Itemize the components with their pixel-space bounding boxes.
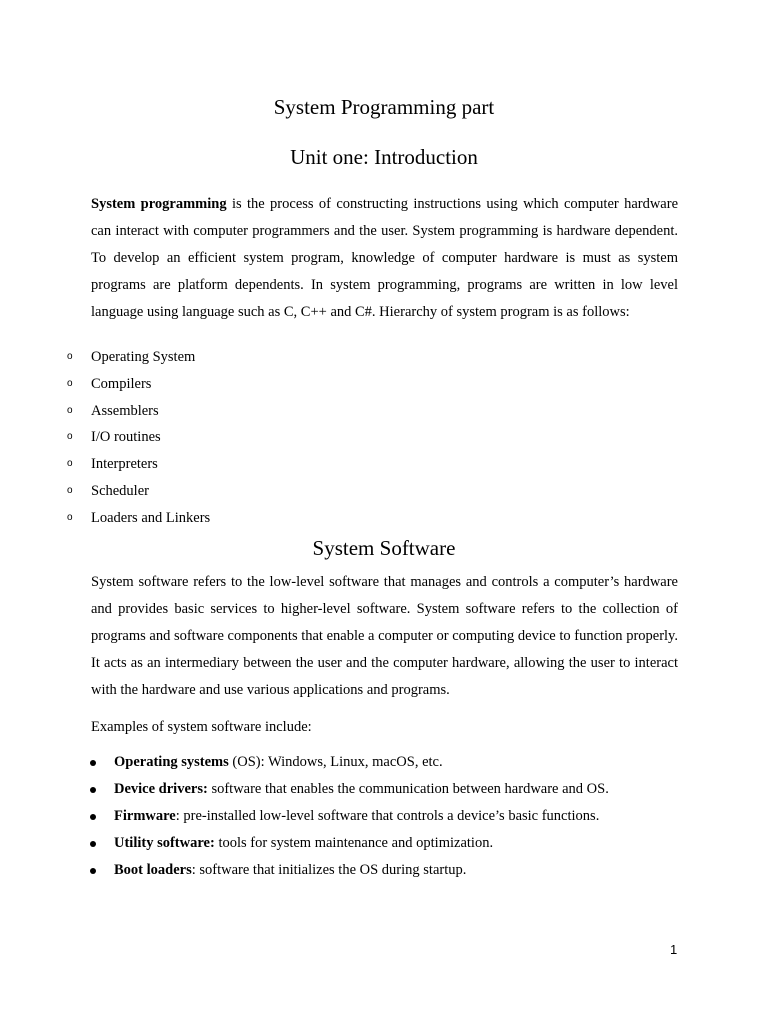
example-term: Device drivers:	[114, 781, 208, 797]
list-item-text: Operating System	[91, 349, 196, 365]
bullet-icon	[90, 814, 96, 820]
list-item-text: Assemblers	[91, 402, 159, 419]
example-text: : software that initializes the OS during startup.	[191, 862, 467, 878]
list-marker: o	[67, 511, 73, 523]
list-item-text: I/O routines	[91, 429, 161, 446]
list-marker: o	[67, 351, 73, 362]
example-text: (OS): Windows, Linux, macOS, etc.	[228, 754, 443, 770]
list-marker: o	[67, 484, 73, 496]
list-item-text: Loaders and Linkers	[91, 509, 211, 526]
list-marker: o	[67, 377, 73, 389]
examples-intro: Examples of system software include:	[91, 719, 312, 735]
intro-text: is the process of constructing instructions using which computer hardware can interact with computer programmers and the user. System programming is hardware dependent. To develop an efficient system program, knowledge of computer hardware is must as system programs are platform dependents. In system programming, programs are written in low level language using language such as C, C++ and C#. Hierarchy of system program is as follows:	[91, 196, 679, 320]
intro-term: System programming	[91, 196, 227, 212]
list-marker: o	[67, 431, 73, 443]
example-term: Utility software:	[114, 835, 215, 851]
intro-paragraph	[91, 191, 678, 326]
page-number: 1	[670, 942, 678, 957]
bullet-icon	[90, 760, 96, 766]
list-item-text: Scheduler	[91, 482, 149, 499]
bullet-icon	[90, 787, 96, 793]
unit-heading: Unit one: Introduction	[290, 145, 478, 169]
bullet-icon	[90, 841, 96, 847]
example-text: tools for system maintenance and optimization.	[214, 835, 494, 851]
bullet-icon	[90, 868, 96, 874]
list-item-text: Interpreters	[91, 456, 158, 473]
list-marker: o	[67, 404, 73, 416]
example-term: Boot loaders	[114, 862, 192, 878]
section-heading: System Software	[312, 536, 456, 560]
example-text: : pre-installed low-level software that controls a device’s basic functions.	[175, 808, 600, 824]
example-term: Firmware	[114, 808, 176, 824]
example-text: software that enables the communication between hardware and OS.	[207, 781, 609, 797]
list-item-text: Compilers	[91, 375, 152, 392]
document-title: System Programming part	[273, 95, 495, 119]
section-paragraph: System software refers to the low-level software that manages and controls a computer’s hardware and provides basic services to higher-level software. System software refers to the collection of programs and software components that enable a computer or computing device to function properly. It acts as an intermediary between the user and the computer hardware, allowing the user to interact with the hardware and use various applications and programs.	[91, 574, 678, 698]
list-marker: o	[67, 458, 73, 470]
example-term: Operating systems	[114, 754, 229, 770]
